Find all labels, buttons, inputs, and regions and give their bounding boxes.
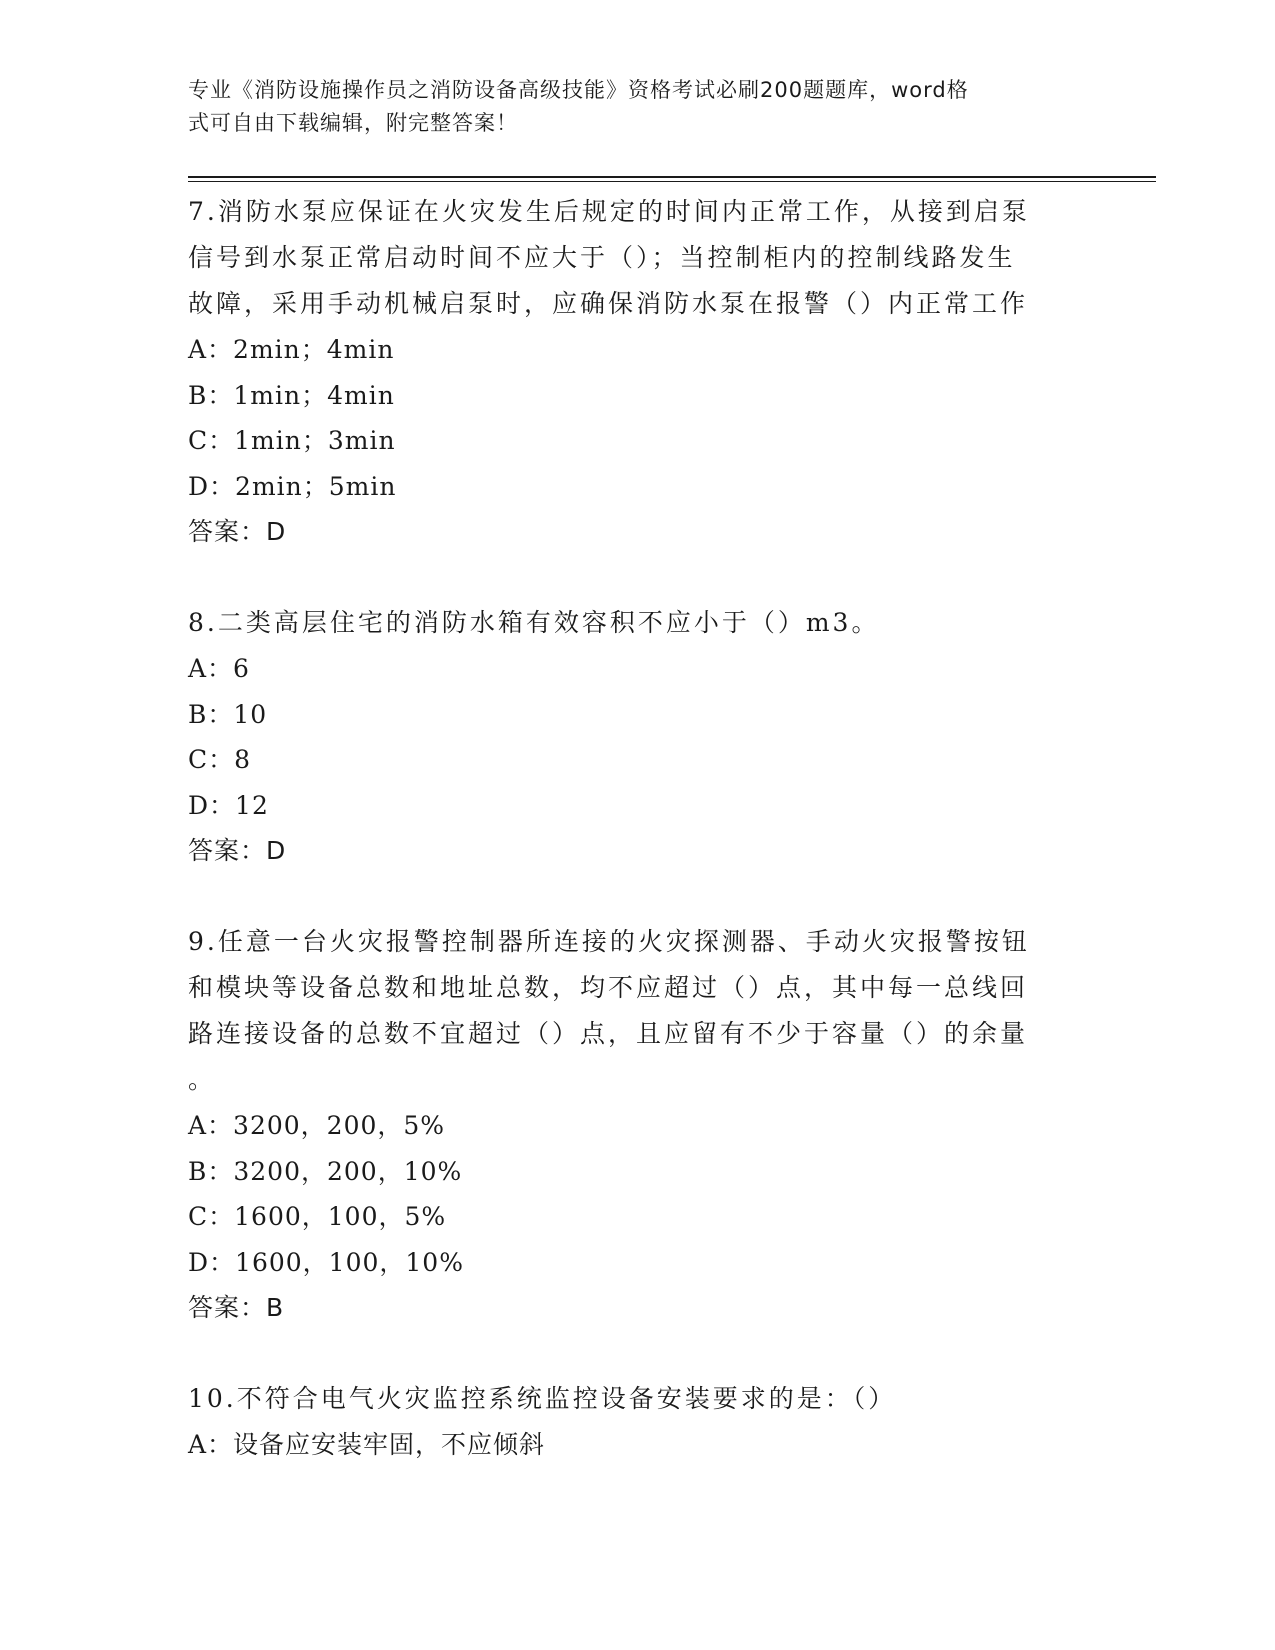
answer-line: 答案：D (188, 517, 287, 546)
header-divider-thick (188, 176, 1156, 178)
stem-line: 和模块等设备总数和地址总数，均不应超过（）点，其中每一总线回 (188, 973, 1029, 1002)
stem-line: 7.消防水泵应保证在火灾发生后规定的时间内正常工作，从接到启泵 (188, 197, 1030, 226)
option-b: B：10 (188, 699, 268, 729)
option-b: B：1min；4min (188, 380, 395, 410)
option-a: A：2min；4min (188, 335, 395, 364)
option-a: A：6 (188, 654, 250, 683)
document-header (188, 74, 1068, 140)
question-10 (188, 1376, 1068, 1468)
header-line-1: 专业《消防设施操作员之消防设备高级技能》资格考试必刷200题题库，word格 (188, 78, 969, 102)
answer-line: 答案：D (188, 836, 287, 865)
option-d: D：12 (188, 790, 269, 820)
question-list (188, 189, 1068, 1468)
header-divider-thin (188, 181, 1156, 182)
stem-line: 。 (188, 1065, 217, 1094)
option-c: C：1min；3min (188, 426, 396, 455)
question-spacer (188, 554, 1068, 600)
option-c: C：8 (188, 745, 252, 774)
stem-line: 9.任意一台火灾报警控制器所连接的火灾探测器、手动火灾报警按钮 (188, 927, 1030, 956)
question-9 (188, 919, 1068, 1330)
stem-line: 10.不符合电气火灾监控系统监控设备安装要求的是：（） (188, 1384, 897, 1413)
question-stem (188, 919, 1068, 1103)
question-spacer (188, 873, 1068, 919)
question-stem (188, 600, 1068, 646)
question-stem (188, 1376, 1068, 1422)
answer-line: 答案：B (188, 1293, 285, 1322)
question-spacer (188, 1330, 1068, 1376)
option-b: B：3200，200，10% (188, 1156, 463, 1186)
option-c: C：1600，100，5% (188, 1202, 447, 1231)
stem-line: 8.二类高层住宅的消防水箱有效容积不应小于（）m3。 (188, 608, 880, 637)
option-d: D：1600，100，10% (188, 1247, 464, 1277)
stem-line: 路连接设备的总数不宜超过（）点，且应留有不少于容量（）的余量 (188, 1019, 1029, 1048)
option-a: A：3200，200，5% (188, 1111, 446, 1140)
stem-line: 信号到水泵正常启动时间不应大于（）；当控制柜内的控制线路发生 (188, 243, 1016, 272)
option-a: A：设备应安装牢固，不应倾斜 (188, 1430, 546, 1459)
option-d: D：2min；5min (188, 471, 397, 501)
stem-line: 故障，采用手动机械启泵时，应确保消防水泵在报警（）内正常工作 (188, 289, 1029, 318)
question-stem (188, 189, 1068, 327)
header-line-2: 式可自由下载编辑，附完整答案！ (188, 111, 518, 135)
question-8 (188, 600, 1068, 873)
question-7 (188, 189, 1068, 554)
